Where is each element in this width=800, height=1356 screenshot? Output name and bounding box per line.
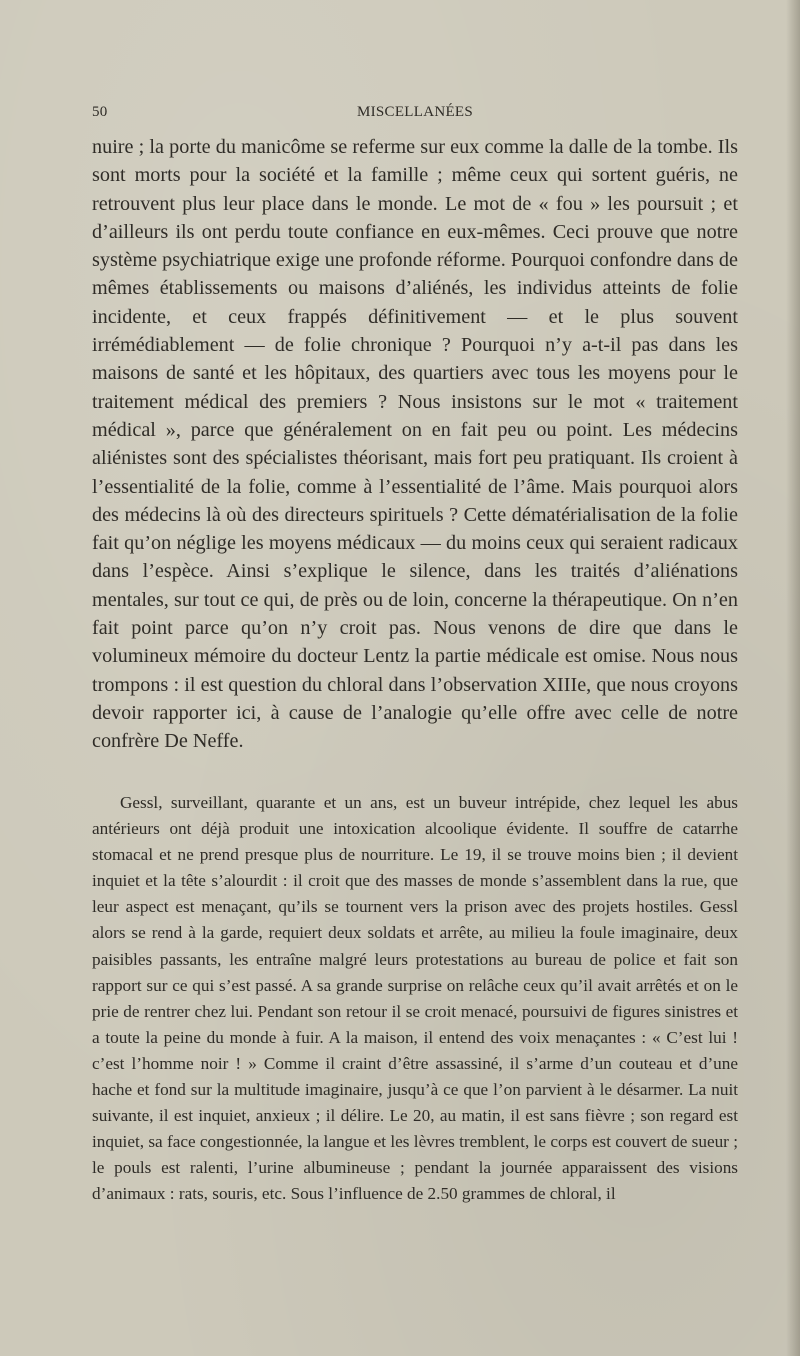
- main-text: [92, 133, 738, 756]
- main-paragraph: nuire ; la porte du manicôme se referme sur eux comme la dalle de la tombe. Ils sont morts pour la société et la famille ; même ceux qui sortent guéris, ne retrouvent plus leur place dans le monde. Le mot de « fou » les poursuit ; et d’ailleurs ils ont perdu toute confiance en eux-mêmes. Ceci prouve que notre système psychiatrique exige une profonde réforme. Pourquoi confondre dans de mêmes établissements ou maisons d’aliénés, les individus atteints de folie incidente, et ceux frappés définitivement — et le plus souvent irrémédiablement — de folie chronique ? Pourquoi n’y a-t-il pas dans les maisons de santé et les hôpitaux, des quartiers avec tous les moyens pour le traitement médical des premiers ? Nous insistons sur le mot « traitement médical », parce que généralement on en fait peu ou point. Les médecins aliénistes sont des spécialistes théorisant, mais fort peu pratiquant. Ils croient à l’essentialité de la folie, comme à l’essentialité de l’âme. Mais pourquoi alors des médecins là où des directeurs spirituels ? Cette dématérialisation de la folie fait qu’on néglige les moyens médicaux — du moins ceux qui seraient radicaux dans l’espèce. Ainsi s’explique le silence, dans les traités d’aliénations mentales, sur tout ce qui, de près ou de loin, concerne la thérapeutique. On n’en fait point parce qu’on n’y croit pas. Nous venons de dire que dans le volumineux mémoire du docteur Lentz la partie médicale est omise. Nous nous trompons : il est question du chloral dans l’observation XIIIe, que nous croyons devoir rapporter ici, à cause de l’analogie qu’elle offre avec celle de notre confrère De Neffe.: [92, 136, 738, 753]
- page-edge-shadow: [786, 0, 800, 1356]
- quoted-observation: [92, 790, 738, 1208]
- page-header: [92, 104, 738, 128]
- running-head: MISCELLANÉES: [356, 104, 474, 120]
- page-number: 50: [92, 104, 108, 120]
- observation-paragraph: Gessl, surveillant, quarante et un ans, est un buveur intrépide, chez lequel les abus antérieurs ont déjà produit une intoxication alcoolique évidente. Il souffre de catarrhe stomacal et ne prend presque plus de nourriture. Le 19, il se trouve moins bien ; il devient inquiet et la tête s’alourdit : il croit que des masses de monde s’assemblent dans la rue, que leur aspect est menaçant, qu’ils se tournent vers la prison avec des projets hostiles. Gessl alors se rend à la garde, requiert deux soldats et arrête, au milieu la foule imaginaire, deux paisibles passants, les entraîne malgré leurs protestations au bureau de police et fait son rapport sur ce qui s’est passé. A sa grande surprise on relâche ceux qu’il avait arrêtés et on le prie de rentrer chez lui. Pendant son retour il se croit menacé, poursuivi de figures sinistres et a toute la peine du monde à fuir. A la maison, il entend des voix menaçantes : « C’est lui ! c’est l’homme noir ! » Comme il craint d’être assassiné, il s’arme d’un couteau et d’une hache et fond sur la multitude imaginaire, jusqu’à ce que l’on parvient à le désarmer. La nuit suivante, il est inquiet, anxieux ; il délire. Le 20, au matin, il est sans fièvre ; son regard est inquiet, sa face congestionnée, la langue et les lèvres tremblent, le corps est couvert de sueur ; le pouls est ralenti, l’urine albumineuse ; pendant la journée apparaissent des visions d’animaux : rats, souris, etc. Sous l’influence de 2.50 grammes de chloral, il: [92, 793, 738, 1204]
